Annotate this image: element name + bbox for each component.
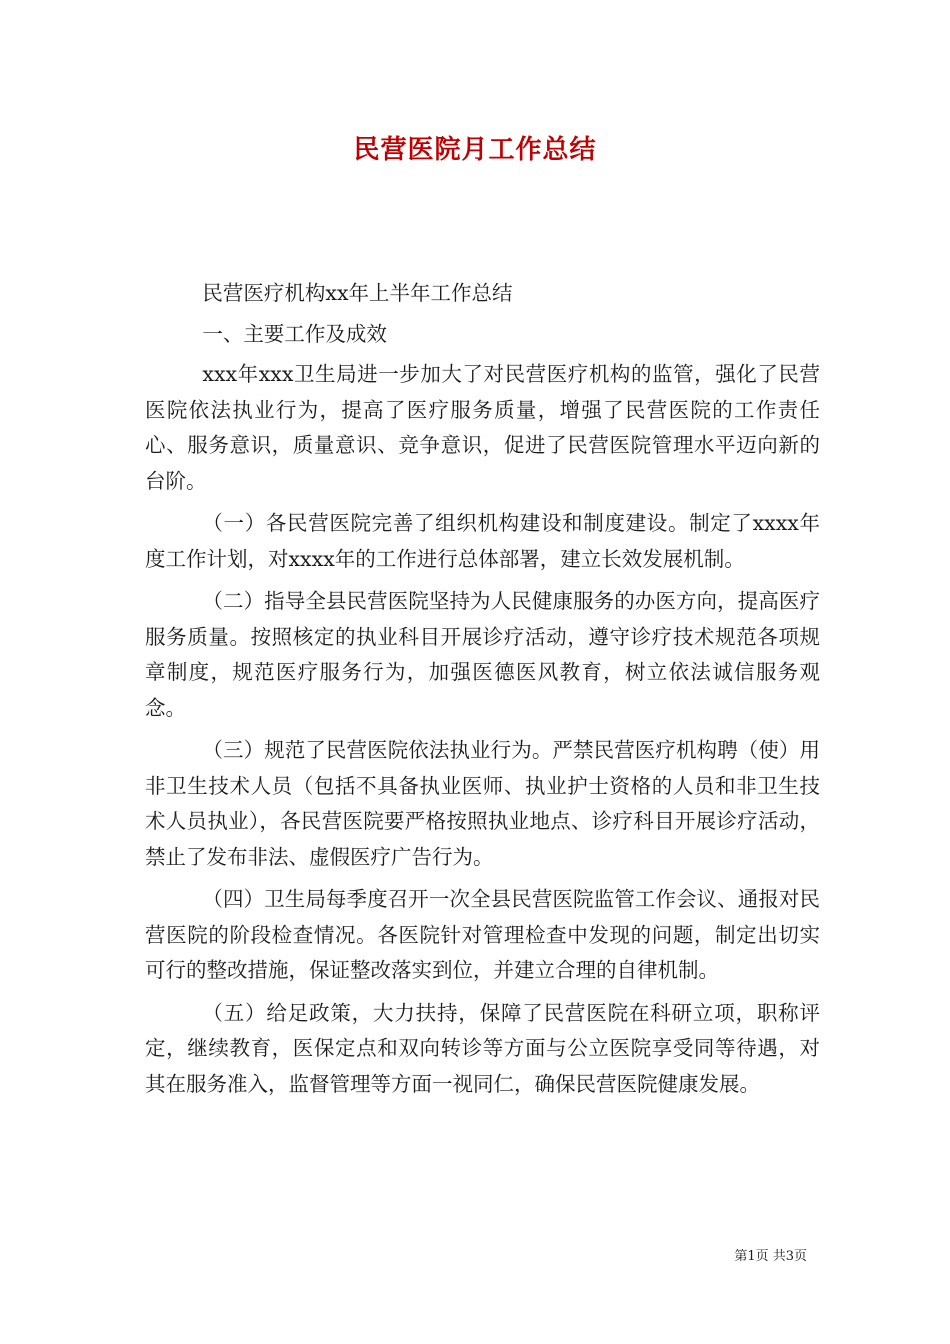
- paragraph-intro: xxx年xxx卫生局进一步加大了对民营医疗机构的监管，强化了民营医院依法执业行为，提高了医疗服务质量，增强了民营医院的工作责任心、服务意识，质量意识、竞争意识，促进了民营医院管理水平迈向新的台阶。: [145, 362, 820, 493]
- paragraph-item-2: （二）指导全县民营医院坚持为人民健康服务的办医方向，提高医疗服务质量。按照核定的执业科目开展诊疗活动，遵守诊疗技术规范各项规章制度，规范医疗服务行为，加强医德医风教育，树立依法诚信服务观念。: [145, 589, 820, 720]
- paragraph-item-1: （一）各民营医院完善了组织机构建设和制度建设。制定了xxxx年度工作计划，对xxxx年的工作进行总体部署，建立长效发展机制。: [145, 511, 820, 571]
- section-heading: 一、主要工作及成效: [202, 321, 387, 346]
- document-title: 民营医院月工作总结: [353, 135, 597, 165]
- paragraph-item-4: （四）卫生局每季度召开一次全县民营医院监管工作会议、通报对民营医院的阶段检查情况。各医院针对管理检查中发现的问题，制定出切实可行的整改措施，保证整改落实到位，并建立合理的自律机制。: [145, 887, 820, 982]
- subtitle-line: 民营医疗机构xx年上半年工作总结: [202, 281, 513, 305]
- document-body: [145, 276, 820, 1109]
- paragraph-item-5: （五）给足政策，大力扶持，保障了民营医院在科研立项，职称评定，继续教育，医保定点和双向转诊等方面与公立医院享受同等待遇，对其在服务准入，监督管理等方面一视同仁，确保民营医院健康发展。: [145, 1000, 820, 1096]
- paragraph-item-3: （三）规范了民营医院依法执业行为。严禁民营医疗机构聘（使）用非卫生技术人员（包括不具备执业医师、执业护士资格的人员和非卫生技术人员执业），各民营医院要严格按照执业地点、诊疗科目开展诊疗活动，禁止了发布非法、虚假医疗广告行为。: [145, 738, 820, 869]
- page-number-footer: 第1页 共3页: [734, 1249, 807, 1264]
